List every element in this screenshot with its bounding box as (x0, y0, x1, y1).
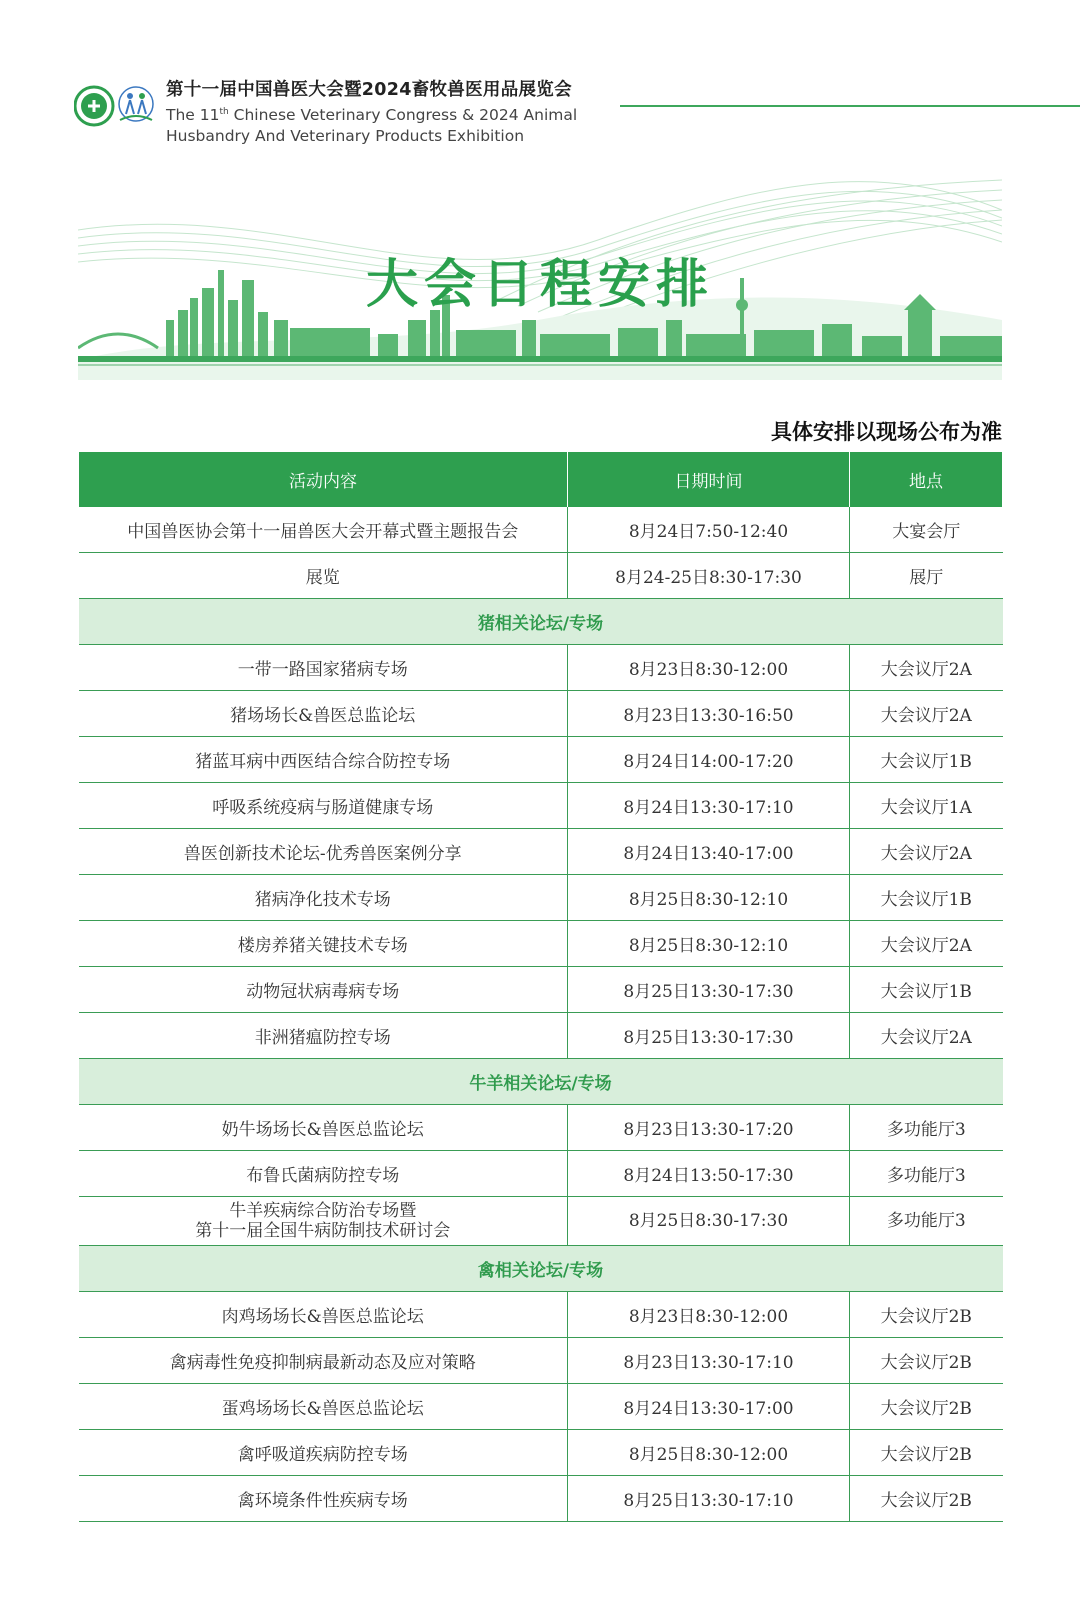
table-row (79, 1197, 1003, 1246)
activity-cell: 展览 (79, 553, 568, 599)
datetime-cell: 8月24日13:30-17:10 (568, 783, 850, 829)
venue-cell: 展厅 (850, 553, 1003, 599)
table-row (79, 1430, 1003, 1476)
table-header-row (79, 452, 1003, 507)
venue-cell: 多功能厅3 (850, 1197, 1003, 1246)
table-row (79, 921, 1003, 967)
activity-cell: 布鲁氏菌病防控专场 (79, 1151, 568, 1197)
table-row (79, 829, 1003, 875)
activity-cell: 呼吸系统疫病与肠道健康专场 (79, 783, 568, 829)
activity-cell: 一带一路国家猪病专场 (79, 645, 568, 691)
table-row (79, 1151, 1003, 1197)
datetime-cell: 8月24日13:40-17:00 (568, 829, 850, 875)
venue-cell: 大会议厅2B (850, 1338, 1003, 1384)
venue-cell: 大会议厅2B (850, 1476, 1003, 1522)
congress-logo-icon (119, 87, 153, 121)
section-header-pig (79, 599, 1003, 645)
datetime-cell: 8月24日14:00-17:20 (568, 737, 850, 783)
table-row (79, 1013, 1003, 1059)
venue-cell: 大会议厅1A (850, 783, 1003, 829)
event-title-english-line2: Husbandry And Veterinary Products Exhibition (166, 127, 525, 146)
datetime-cell: 8月23日13:30-16:50 (568, 691, 850, 737)
table-row (79, 1338, 1003, 1384)
table-row (79, 691, 1003, 737)
section-title: 牛羊相关论坛/专场 (79, 1059, 1003, 1105)
activity-cell: 楼房养猪关键技术专场 (79, 921, 568, 967)
activity-cell: 兽医创新技术论坛-优秀兽医案例分享 (79, 829, 568, 875)
header (74, 78, 1080, 158)
table-row (79, 1476, 1003, 1522)
datetime-cell: 8月24日13:50-17:30 (568, 1151, 850, 1197)
table-row (79, 1384, 1003, 1430)
table-row (79, 645, 1003, 691)
datetime-cell: 8月25日13:30-17:30 (568, 1013, 850, 1059)
table-row (79, 875, 1003, 921)
venue-cell: 大宴会厅 (850, 507, 1003, 553)
table-row (79, 507, 1003, 553)
datetime-cell: 8月25日8:30-17:30 (568, 1197, 850, 1246)
column-header-activity: 活动内容 (79, 452, 568, 507)
event-title-chinese: 第十一届中国兽医大会暨2024畜牧兽医用品展览会 (166, 80, 572, 100)
activity-cell: 肉鸡场场长&兽医总监论坛 (79, 1292, 568, 1338)
table-row (79, 967, 1003, 1013)
datetime-cell: 8月25日13:30-17:30 (568, 967, 850, 1013)
venue-cell: 大会议厅1B (850, 967, 1003, 1013)
activity-cell: 蛋鸡场场长&兽医总监论坛 (79, 1384, 568, 1430)
datetime-cell: 8月25日8:30-12:00 (568, 1430, 850, 1476)
banner-title: 大会日程安排 (365, 255, 714, 315)
venue-cell: 大会议厅2A (850, 921, 1003, 967)
section-header-cattle-sheep (79, 1059, 1003, 1105)
venue-cell: 大会议厅2A (850, 691, 1003, 737)
activity-cell: 禽呼吸道疾病防控专场 (79, 1430, 568, 1476)
activity-cell: 禽病毒性免疫抑制病最新动态及应对策略 (79, 1338, 568, 1384)
datetime-cell: 8月23日8:30-12:00 (568, 1292, 850, 1338)
datetime-cell: 8月25日13:30-17:10 (568, 1476, 850, 1522)
activity-cell: 猪蓝耳病中西医结合综合防控专场 (79, 737, 568, 783)
table-row (79, 553, 1003, 599)
datetime-cell: 8月24日7:50-12:40 (568, 507, 850, 553)
organization-logos (74, 84, 159, 128)
venue-cell: 大会议厅2B (850, 1292, 1003, 1338)
table-row (79, 1105, 1003, 1151)
datetime-cell: 8月25日8:30-12:10 (568, 921, 850, 967)
table-row (79, 1292, 1003, 1338)
activity-cell: 猪病净化技术专场 (79, 875, 568, 921)
venue-cell: 多功能厅3 (850, 1105, 1003, 1151)
venue-cell: 大会议厅2A (850, 645, 1003, 691)
venue-cell: 大会议厅2A (850, 829, 1003, 875)
venue-cell: 大会议厅1B (850, 875, 1003, 921)
table-row (79, 737, 1003, 783)
venue-cell: 大会议厅2B (850, 1430, 1003, 1476)
venue-cell: 大会议厅2A (850, 1013, 1003, 1059)
venue-cell: 多功能厅3 (850, 1151, 1003, 1197)
activity-cell: 中国兽医协会第十一届兽医大会开幕式暨主题报告会 (79, 507, 568, 553)
cvma-logo-icon (75, 87, 113, 125)
datetime-cell: 8月24-25日8:30-17:30 (568, 553, 850, 599)
section-header-poultry (79, 1246, 1003, 1292)
venue-cell: 大会议厅2B (850, 1384, 1003, 1430)
activity-cell: 奶牛场场长&兽医总监论坛 (79, 1105, 568, 1151)
schedule-banner (78, 170, 1002, 380)
event-title-english: The 11th Chinese Veterinary Congress & 2024 Animal (166, 106, 578, 125)
schedule-table (78, 452, 1003, 1522)
header-text (166, 78, 577, 147)
datetime-cell: 8月23日13:30-17:10 (568, 1338, 850, 1384)
activity-cell: 非洲猪瘟防控专场 (79, 1013, 568, 1059)
section-title: 猪相关论坛/专场 (79, 599, 1003, 645)
venue-cell: 大会议厅1B (850, 737, 1003, 783)
activity-cell (79, 1197, 568, 1246)
activity-cell: 动物冠状病毒病专场 (79, 967, 568, 1013)
datetime-cell: 8月25日8:30-12:10 (568, 875, 850, 921)
header-divider (620, 105, 1080, 107)
section-title: 禽相关论坛/专场 (79, 1246, 1003, 1292)
activity-cell: 猪场场长&兽医总监论坛 (79, 691, 568, 737)
schedule-note: 具体安排以现场公布为准 (771, 420, 1002, 444)
column-header-datetime: 日期时间 (568, 452, 850, 507)
datetime-cell: 8月23日13:30-17:20 (568, 1105, 850, 1151)
table-row (79, 783, 1003, 829)
activity-cell: 禽环境条件性疾病专场 (79, 1476, 568, 1522)
activity-line: 第十一届全国牛病防制技术研讨会 (195, 1221, 451, 1241)
datetime-cell: 8月24日13:30-17:00 (568, 1384, 850, 1430)
column-header-venue: 地点 (850, 452, 1003, 507)
datetime-cell: 8月23日8:30-12:00 (568, 645, 850, 691)
activity-line: 牛羊疾病综合防治专场暨 (229, 1201, 417, 1221)
